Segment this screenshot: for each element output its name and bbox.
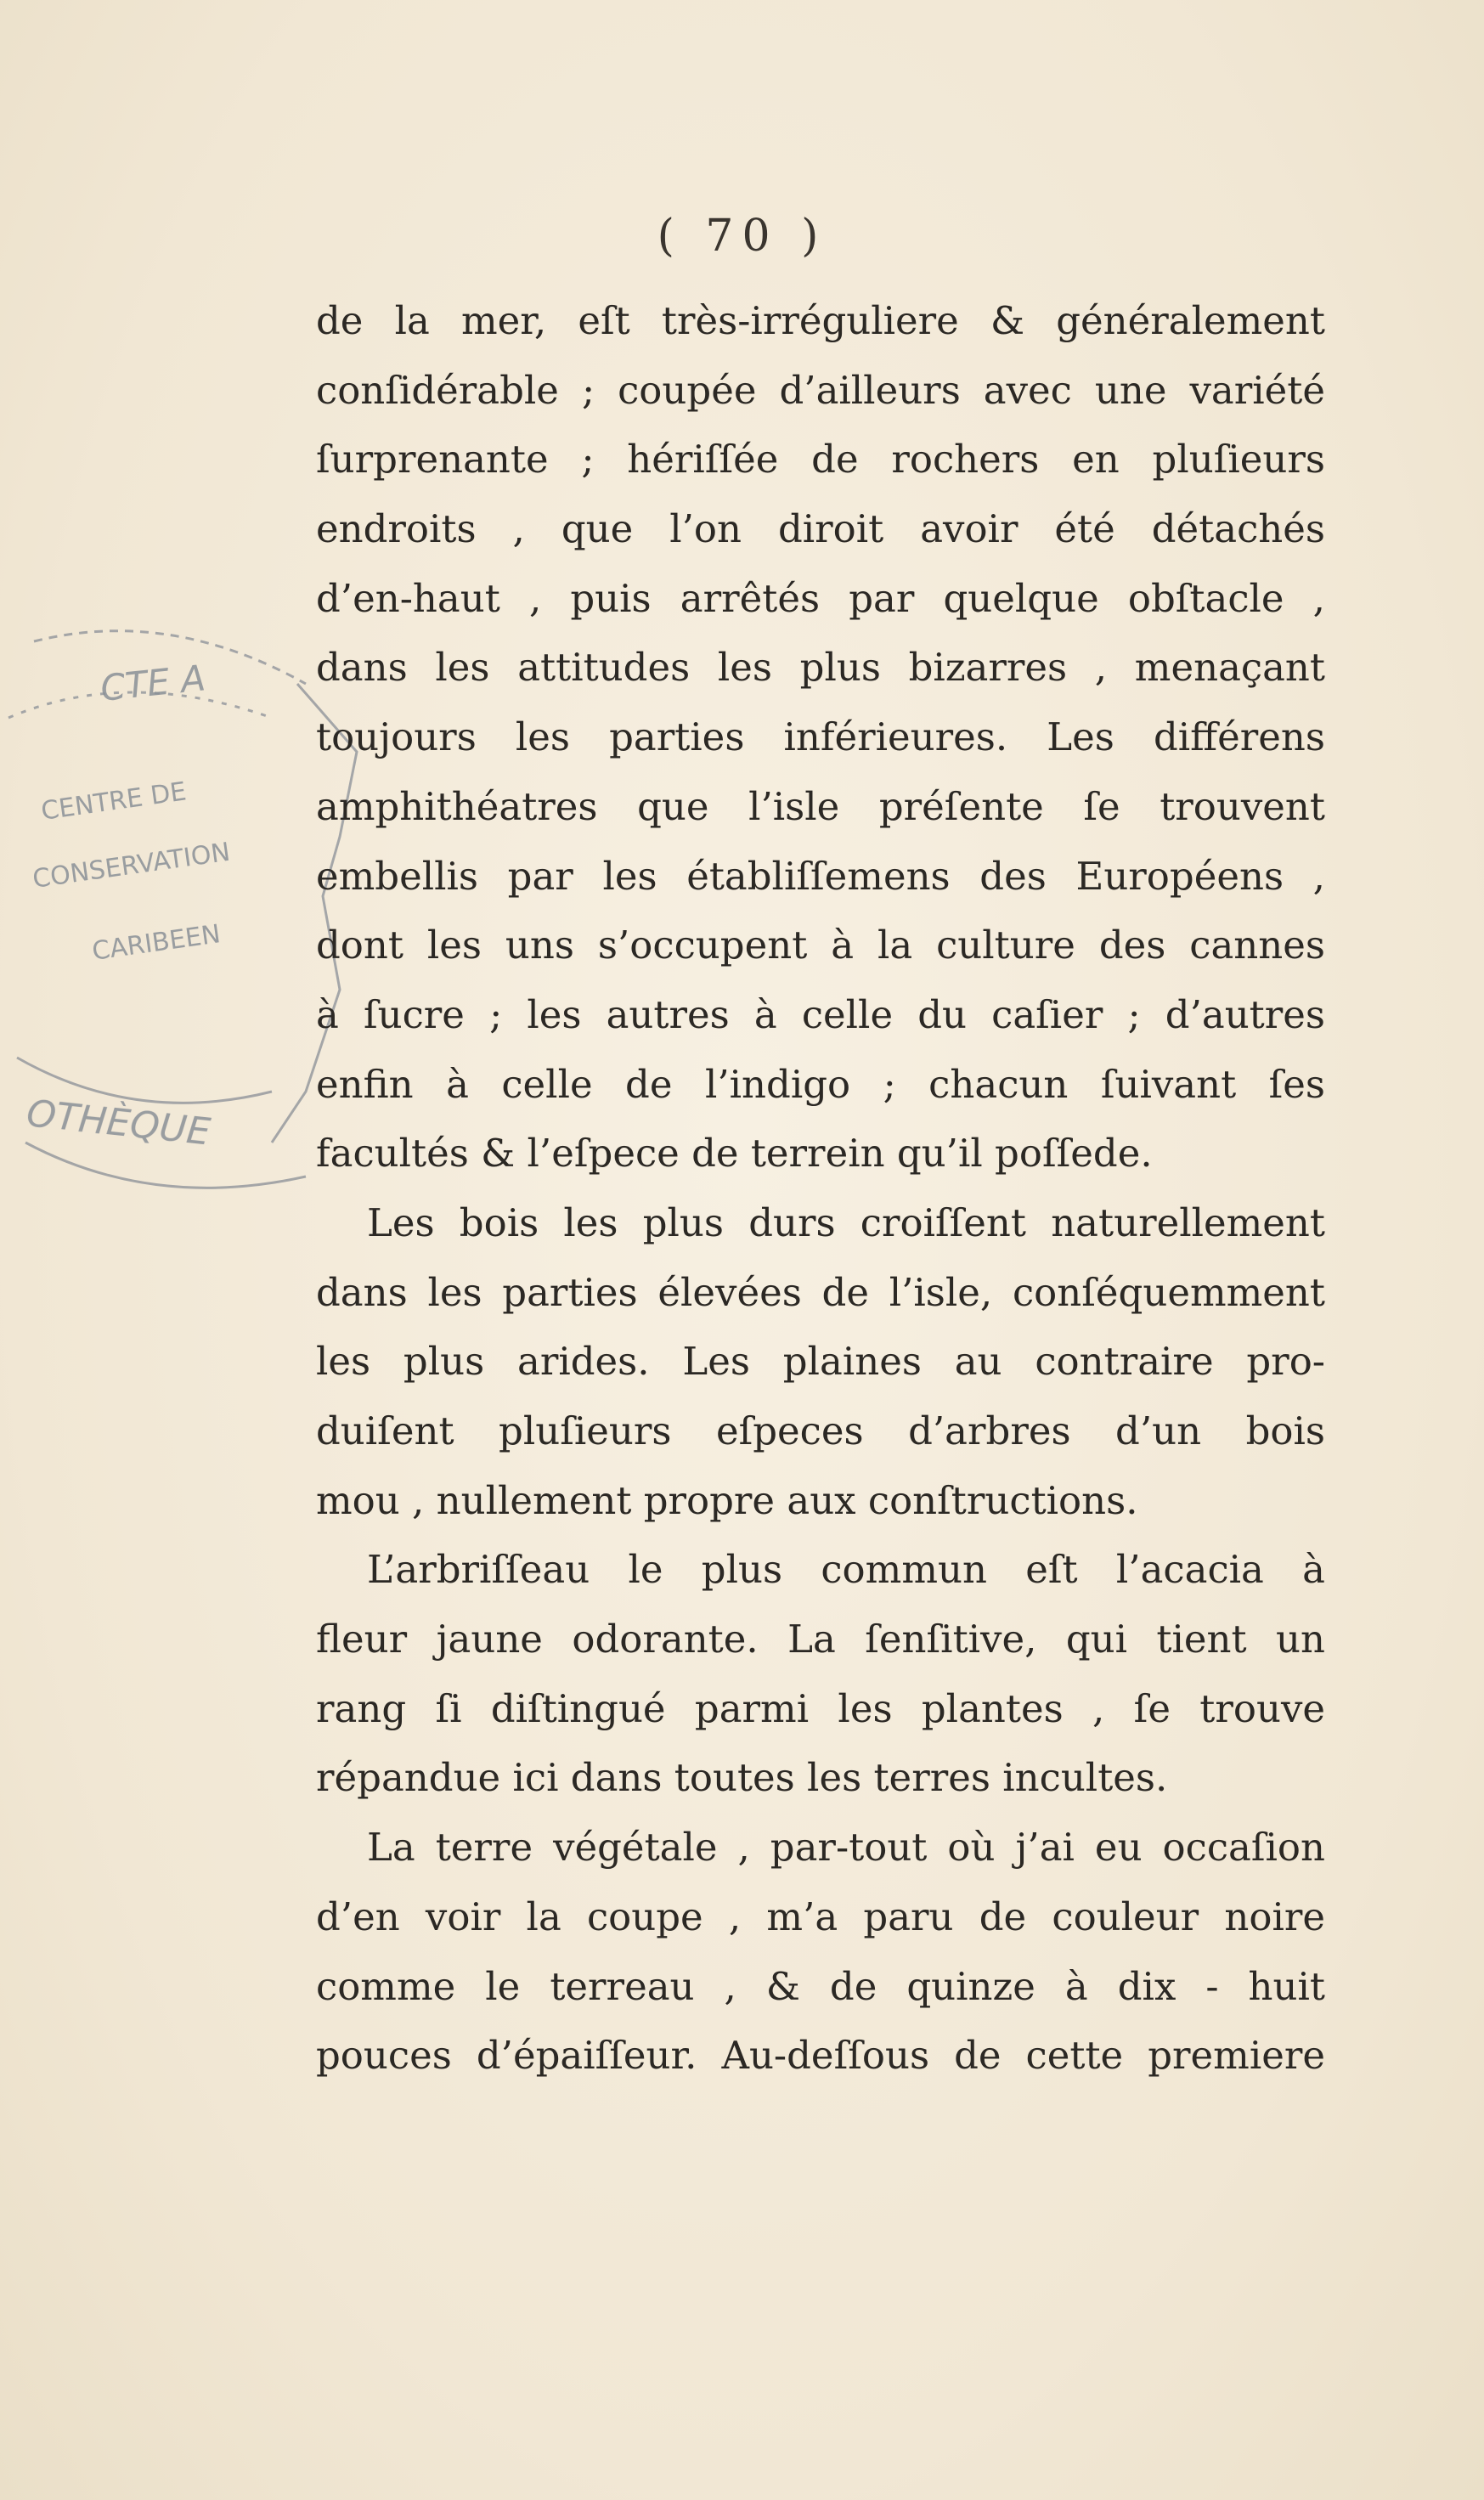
text-line: endroits , que l’on diroit avoir été détachés — [316, 506, 1325, 552]
stamp-arc-bottom: OTHÈQUE — [24, 1092, 213, 1154]
text-line: fleur jaune odorante. La ſenſitive, qui tient un — [316, 1617, 1325, 1662]
text-line: d’en-haut , puis arrêtés par quelque obſtacle , — [316, 575, 1325, 621]
page-number: ( 70 ) — [657, 211, 827, 262]
stamp-arc-top: CTE A — [98, 657, 207, 709]
text-line: mou , nullement propre aux conſtructions. — [316, 1477, 1138, 1523]
text-line: dans les attitudes les plus bizarres , menaçant — [316, 645, 1325, 691]
text-line: ſurprenante ; hériſſée de rochers en pluſieurs — [316, 437, 1325, 483]
stamp-center-line-1: CENTRE DE — [39, 776, 189, 827]
text-line: les plus arides. Les plaines au contraire pro- — [316, 1339, 1325, 1385]
text-line: répandue ici dans toutes les terres incultes. — [316, 1755, 1168, 1801]
text-line: à ſucre ; les autres à celle du caſier ; d’autres — [316, 991, 1325, 1037]
text-line: comme le terreau , & de quinze à dix - huit — [316, 1963, 1325, 2009]
text-line: duiſent pluſieurs eſpeces d’arbres d’un bois — [316, 1408, 1325, 1453]
stamp-center-line-2: CONSERVATION — [31, 837, 233, 894]
stamp-center-line-3: CARIBEEN — [90, 919, 223, 967]
text-line: dans les parties élevées de l’isle, conſéquemment — [316, 1269, 1325, 1315]
text-line: enfin à celle de l’indigo ; chacun ſuivant ſes — [316, 1061, 1325, 1107]
text-line: embellis par les établiſſemens des Européens , — [316, 853, 1325, 899]
text-line: rang ſi diſtingué parmi les plantes , ſe trouve — [316, 1685, 1325, 1731]
text-line: amphithéatres que l’isle préſente ſe trouvent — [316, 783, 1325, 829]
text-line: L’arbriſſeau le plus commun eſt l’acacia à — [367, 1547, 1325, 1593]
text-line: pouces d’épaiſſeur. Au-deſſous de cette premiere — [316, 2033, 1325, 2079]
text-line: conſidérable ; coupée d’ailleurs avec une variété — [316, 367, 1325, 413]
text-line: facultés & l’eſpece de terrein qu’il poſſede. — [316, 1131, 1153, 1177]
text-line: d’en voir la coupe , m’a paru de couleur noire — [316, 1893, 1325, 1939]
text-line: Les bois les plus durs croiſſent naturellement — [367, 1199, 1325, 1245]
text-line: La terre végétale , par-tout où j’ai eu occaſion — [367, 1825, 1325, 1871]
text-line: de la mer, eſt très-irréguliere & généralement — [316, 298, 1325, 343]
text-line: toujours les parties inférieures. Les différens — [316, 714, 1325, 760]
text-line: dont les uns s’occupent à la culture des cannes — [316, 923, 1325, 968]
body-text — [316, 286, 1325, 2091]
